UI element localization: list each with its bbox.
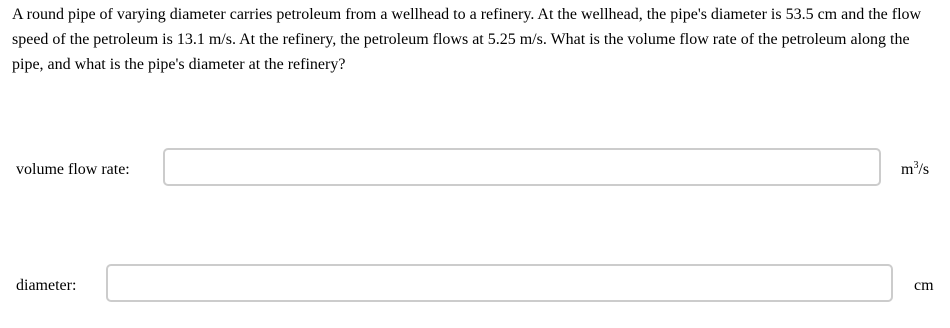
- diameter-row: [0, 264, 950, 306]
- volume-flow-rate-unit: [901, 160, 929, 180]
- volume-flow-rate-label: volume flow rate:: [16, 161, 130, 178]
- diameter-input[interactable]: [106, 264, 893, 302]
- unit-exponent: 3: [913, 160, 919, 171]
- unit-suffix: /s: [918, 161, 930, 178]
- volume-flow-rate-input[interactable]: [163, 148, 881, 186]
- volume-flow-rate-row: [0, 148, 950, 190]
- question-text: A round pipe of varying diameter carries petroleum from a wellhead to a refinery. At the wellhead, the pipe's diameter is 53.5 cm and the flow speed of the petroleum is 13.1 m/s. At the refinery, the petroleum flows at 5.25 m/s. What is the volume flow rate of the petroleum along the pipe, and what is the pipe's diameter at the refinery?: [12, 6, 922, 73]
- unit-base: m: [901, 161, 914, 178]
- diameter-label: diameter:: [16, 277, 77, 294]
- diameter-unit: cm: [914, 277, 934, 294]
